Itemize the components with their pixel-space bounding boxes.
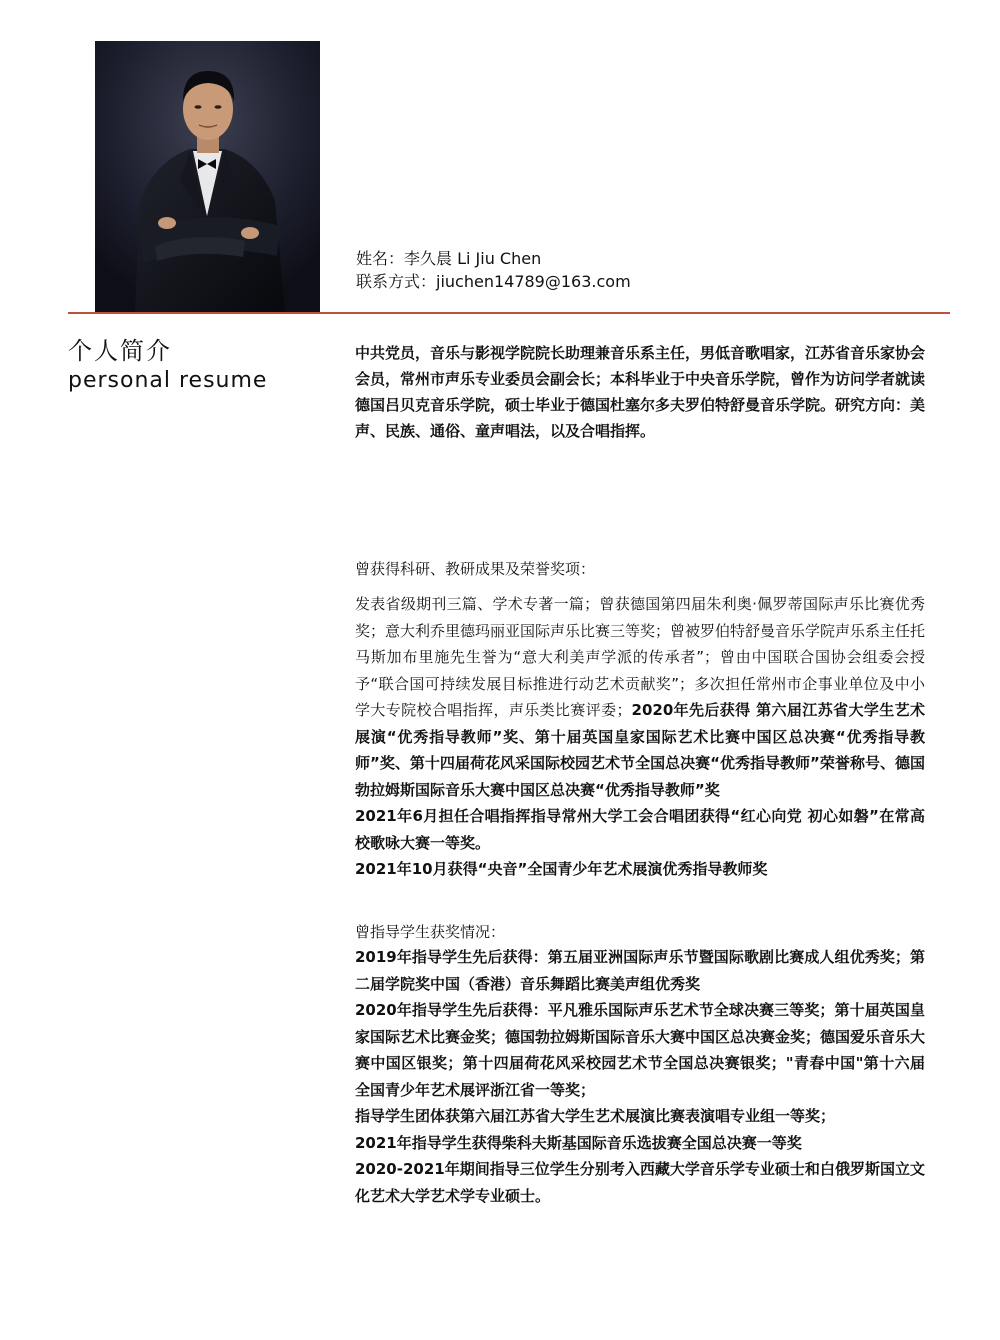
awards-body (355, 591, 925, 883)
awards-paragraph-plain: 发表省级期刊三篇、学术专著一篇；曾获德国第四届朱利奥·佩罗蒂国际声乐比赛优秀奖；意大利乔里德玛丽亚国际声乐比赛三等奖；曾被罗伯特舒曼音乐学院声乐系主任托马斯加布里施先生誉为“意大利美声学派的传承者”；曾由中国联合国协会组委会授予“联合国可持续发展目标推进行动艺术贡献奖”；多次担任常州市企事业单位及中小学大专院校合唱指挥，声乐类比赛评委； (355, 595, 926, 719)
section-title (68, 336, 267, 396)
section-divider (68, 312, 950, 314)
students-heading: 曾指导学生获奖情况： (355, 923, 506, 941)
students-2019: 2019年指导学生先后获得：第五届亚洲国际声乐节暨国际歌剧比赛成人组优秀奖；第二届学院奖中国（香港）音乐舞蹈比赛美声组优秀奖 (355, 948, 925, 993)
intro-paragraph: 中共党员，音乐与影视学院院长助理兼音乐系主任，男低音歌唱家，江苏省音乐家协会会员，常州市声乐专业委员会副会长；本科毕业于中央音乐学院，曾作为访问学者就读德国吕贝克音乐学院，硕士毕业于德国杜塞尔多夫罗伯特舒曼音乐学院。研究方向：美声、民族、通俗、童声唱法，以及合唱指挥。 (355, 344, 926, 440)
profile-info (356, 247, 631, 293)
awards-paragraph-bold: 2020年先后获得 第六届江苏省大学生艺术展演“优秀指导教师”奖、第十届英国皇家国际艺术比赛中国区总决赛“优秀指导教师”奖、第十四届荷花风采国际校园艺术节全国总决赛“优秀指导教师”荣誉称号、德国勃拉姆斯国际音乐大赛中国区总决赛“优秀指导教师”奖 (355, 701, 925, 799)
name-line: 姓名：李久晨 Li Jiu Chen (356, 249, 542, 268)
section-title-en: personal resume (68, 368, 268, 393)
contact-line: 联系方式：jiuchen14789@163.com (356, 272, 631, 291)
awards-2021-oct: 2021年10月获得“央音”全国青少年艺术展演优秀指导教师奖 (355, 860, 768, 878)
section-title-zh: 个人简介 (68, 337, 172, 365)
students-2020-2021: 2020-2021年期间指导三位学生分别考入西藏大学音乐学专业硕士和白俄罗斯国立文化艺术大学艺术学专业硕士。 (355, 1160, 925, 1205)
awards-2021-june: 2021年6月担任合唱指挥指导常州大学工会合唱团获得“红心向党 初心如磐”在常高校歌咏大赛一等奖。 (355, 807, 925, 852)
students-team: 指导学生团体获第六届江苏省大学生艺术展演比赛表演唱专业组一等奖； (355, 1107, 836, 1125)
profile-photo (95, 41, 320, 312)
students-body (355, 944, 925, 1209)
students-2021: 2021年指导学生获得柴科夫斯基国际音乐选拔赛全国总决赛一等奖 (355, 1133, 802, 1152)
students-2020: 2020年指导学生先后获得：平凡雅乐国际声乐艺术节全球决赛三等奖；第十届英国皇家国际艺术比赛金奖；德国勃拉姆斯国际音乐大赛中国区总决赛金奖；德国爱乐音乐大赛中国区银奖；第十四届荷花风采校园艺术节全国总决赛银奖；"青春中国"第十六届全国青少年艺术展评浙江省一等奖； (355, 1001, 926, 1099)
awards-heading: 曾获得科研、教研成果及荣誉奖项： (355, 560, 596, 578)
